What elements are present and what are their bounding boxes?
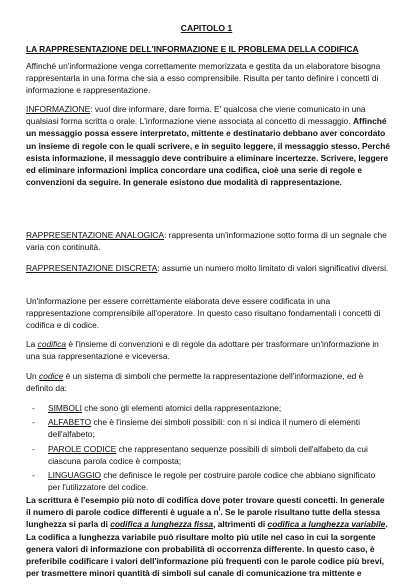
- term-analogica: RAPPRESENTAZIONE ANALOGICA: [26, 230, 165, 240]
- paragraph-discreta: [26, 262, 390, 274]
- list-item-term: PAROLE CODICE: [48, 443, 117, 454]
- chapter-title: CAPITOLO 1: [180, 23, 233, 33]
- paragraph-codice: [26, 370, 390, 394]
- term-lunghezza-variabile: codifica a lunghezza variabile: [267, 519, 386, 530]
- list-item: - PAROLE CODICE che rappresentano sequenze possibili di simboli dell'alfabeto da cui ciascuna parola codice è composta;: [32, 443, 368, 466]
- informazione-bold-text: Affinché un messaggio possa essere interpretato, mittente e destinatario debbano aver concordato un insieme di regole con le quali scrivere, e in seguito leggere, il messaggio stesso. Perché esista informazione, il messaggio deve contribuire a eliminare incertezze. Scrivere, leggere ed eliminare informazioni implica concordare una codifica, cioè una serie di regole e convenzioni da seguire. In generale esistono due modalità di rappresentazione.: [26, 116, 390, 188]
- discreta-definition: : assume un numero molto limitato di valori significativi diversi.: [157, 263, 389, 273]
- list-item-text: che rappresentano sequenze possibili di simboli dell'alfabeto da cui ciascuna parola codice è composta;: [48, 443, 368, 466]
- scrittura-text-b: . Se le parole risultano tutte della stessa lunghezza si parla di: [26, 507, 380, 530]
- codifica-prefix: La: [26, 339, 38, 349]
- scrittura-text-a: La scrittura è l'esempio più noto di codifica dove poter trovare questi concetti. In generale il numero di parole codice differenti è uguale a n: [26, 495, 385, 518]
- term-codice: codice: [39, 371, 64, 381]
- list-item-term: SIMBOLI: [48, 403, 82, 413]
- paragraph-codifica: [26, 338, 390, 362]
- term-lunghezza-fissa: codifica a lunghezza fissa: [110, 519, 214, 530]
- list-item-text: che sono gli elementi atomici della rappresentazione;: [81, 403, 282, 413]
- paragraph-scrittura: [26, 494, 390, 579]
- term-informazione: INFORMAZIONE: [26, 104, 91, 114]
- exponent: l: [218, 507, 221, 514]
- list-item: - LINGUAGGIO che definisce le regole per costruire parole codice che abbiano significato per l'utilizzatore del codice.: [32, 470, 376, 493]
- list-item: - ALFABETO che è l'insieme dei simboli possibili: con n si indica il numero di elementi dell'alfabeto;: [32, 417, 360, 440]
- paragraph-codifica-intro: Un'informazione per essere correttamente elaborata deve essere codificata in una rappresentazione comprensibile all'operatore. In questo caso risultano fondamentali i concetti di codifica e di codice.: [26, 296, 381, 331]
- paragraph-analogica: [26, 229, 390, 253]
- informazione-definition: : vuol dire informare, dare forma. E' qualcosa che viene comunicato in una qualsiasi forma scritta o orale. L'informazione viene associata al concetto di messaggio.: [26, 104, 366, 127]
- section-heading: LA RAPPRESENTAZIONE DELL'INFORMAZIONE E IL PROBLEMA DELLA CODIFICA: [26, 44, 359, 54]
- paragraph-intro: Affinché un'informazione venga correttamente memorizzata e gestita da un elaboratore bisogna rappresentarla in una forma che sia a esso comprensibile. Risulta per tanto definire i concetti di informazione e rappresentazione.: [26, 61, 381, 96]
- scrittura-text-d: . La codifica a lunghezza variabile può risultare molto più utile nel caso in cui la sorgente genera valori di informazione con probabilità di occorrenza differente. In questo caso, è preferibile codificare i valori dell'informazione più frequenti con le parole codice più brevi, per trasmettere minori quantità di simboli sul canale di comunicazione tra mittente e: [26, 519, 388, 579]
- analogica-definition: : rappresenta un'informazione sotto forma di un segnale che varia con continuità.: [26, 230, 387, 253]
- list-item-text: che è l'insieme dei simboli possibili: con n si indica il numero di elementi dell'alfabeto;: [48, 417, 360, 440]
- list-item: - SIMBOLI che sono gli elementi atomici della rappresentazione;: [32, 403, 282, 413]
- codice-definition: è un sistema di simboli che permette la rappresentazione dell'informazione, ed è definito da:: [26, 371, 364, 394]
- paragraph-informazione: [26, 103, 390, 188]
- term-discreta: RAPPRESENTAZIONE DISCRETA: [26, 263, 158, 273]
- term-codifica: codifica: [37, 339, 67, 349]
- codice-prefix: Un: [26, 371, 40, 381]
- scrittura-text-c: , altrimenti di: [213, 519, 268, 530]
- list-item-term: LINGUAGGIO: [48, 470, 102, 481]
- list-item-text: che definisce le regole per costruire parole codice che abbiano significato per l'utilizzatore del codice.: [48, 470, 376, 493]
- codice-elements-list: [26, 402, 388, 495]
- codifica-definition: è l'insieme di convenzioni e di regole da adottare per trasformare un'informazione in una sua rappresentazione e viceversa.: [26, 339, 379, 362]
- list-item-term: ALFABETO: [48, 417, 92, 428]
